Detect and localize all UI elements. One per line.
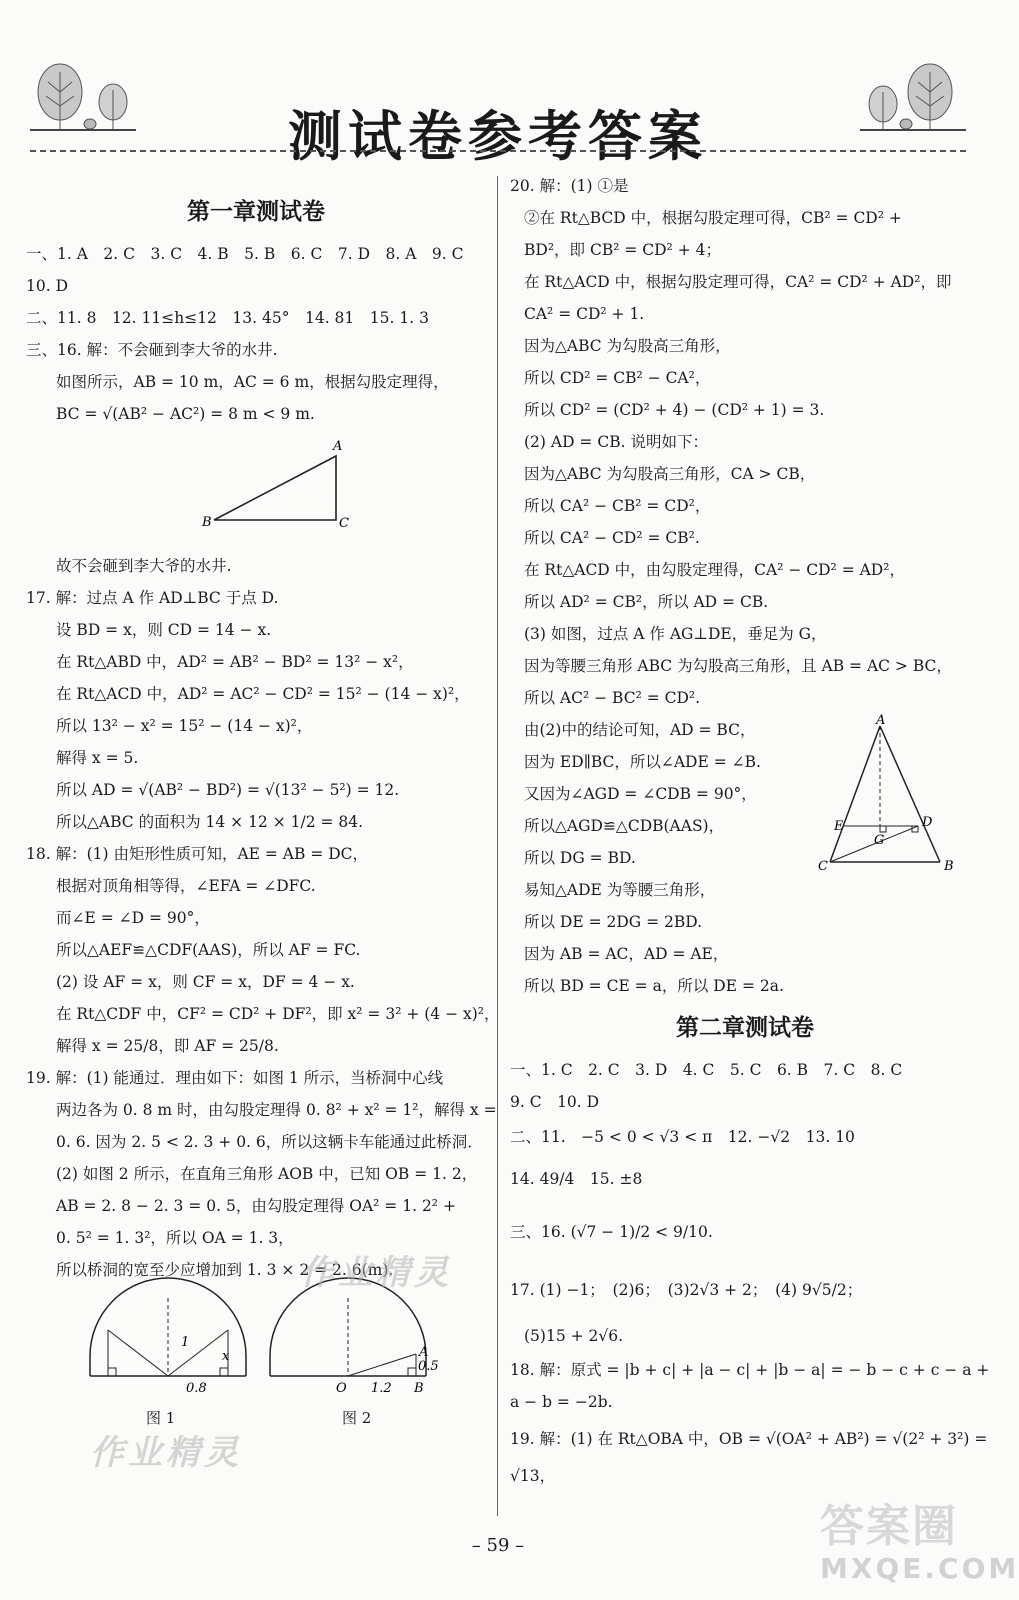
page-number: – 59 – xyxy=(471,1535,525,1556)
watermark-logo: 答案圈 xyxy=(820,1501,958,1552)
answer-line: BC = √(AB² − AC²) = 8 m < 9 m. xyxy=(56,405,315,423)
answer-line: 所以 CA² − CD² = CB². xyxy=(524,529,700,547)
answer-line: 一、1. C 2. C 3. D 4. C 5. C 6. B 7. C 8. C xyxy=(510,1061,903,1079)
answer-line: 由(2)中的结论可知，AD = BC， xyxy=(524,721,756,739)
answer-line: 所以 AD = √(AB² − BD²) = √(13² − 5²) = 12. xyxy=(56,781,400,799)
label-1-2: 1.2 xyxy=(371,1381,392,1396)
answer-line: 19. 解：(1) 能通过．理由如下：如图 1 所示，当桥洞中心线 xyxy=(26,1069,444,1087)
label-d: D xyxy=(922,815,933,830)
answer-line: 解得 x = 5. xyxy=(56,749,139,767)
answer-line: 故不会砸到李大爷的水井. xyxy=(56,557,232,575)
answer-line: 易知△ADE 为等腰三角形， xyxy=(524,881,716,899)
answer-line: (2) 设 AF = x，则 CF = x，DF = 4 − x. xyxy=(56,973,355,991)
answer-line: 所以 CA² − CB² = CD²， xyxy=(524,497,711,515)
answer-line: 所以 CD² = CB² − CA²， xyxy=(524,369,711,387)
answer-line: 解得 x = 25/8，即 AF = 25/8. xyxy=(56,1037,279,1055)
answer-line: 在 Rt△ABD 中，AD² = AB² − BD² = 13² − x²， xyxy=(56,653,414,671)
answer-line: 20. 解：(1) ①是 xyxy=(510,177,629,195)
answer-line: 因为△ABC 为勾股高三角形，CA > CB， xyxy=(524,465,816,483)
figure-right-triangle xyxy=(26,430,486,550)
isosceles-section xyxy=(510,714,980,1002)
answer-line: 如图所示，AB = 10 m，AC = 6 m，根据勾股定理得， xyxy=(56,373,449,391)
label-b3: B xyxy=(944,859,954,874)
answer-line: 三、16. (√7 − 1)/2 < 9/10. xyxy=(510,1223,713,1241)
answer-line: 因为 AB = AC，AD = AE， xyxy=(524,945,729,963)
label-a2: A xyxy=(419,1345,429,1360)
label-b: B xyxy=(202,515,212,530)
label-b2: B xyxy=(414,1381,424,1396)
answer-line: 18. 解：原式 = |b + c| + |a − c| + |b − a| = − b − c + c − a + xyxy=(510,1361,990,1379)
label-0-5: 0.5 xyxy=(418,1359,439,1374)
answer-line: (2) 如图 2 所示，在直角三角形 AOB 中，已知 OB = 1. 2， xyxy=(56,1165,478,1183)
answer-line: 两边各为 0. 8 m 时，由勾股定理得 0. 8² + x² = 1²，解得 x = xyxy=(56,1101,497,1119)
answer-line: 一、1. A 2. C 3. C 4. B 5. B 6. C 7. D 8. A 9. C xyxy=(26,245,464,263)
answer-line: (5)15 + 2√6. xyxy=(524,1327,624,1345)
answer-line: 所以 DG = BD. xyxy=(524,849,636,867)
label-a3: A xyxy=(876,713,886,728)
label-c3: C xyxy=(818,859,828,874)
answer-line: (2) AD = CB. 说明如下： xyxy=(524,433,708,451)
tree-decoration-right xyxy=(858,62,968,137)
header-divider xyxy=(30,150,966,152)
answer-line: 所以△AGD≌△CDB(AAS)， xyxy=(524,817,725,835)
label-g: G xyxy=(874,833,885,848)
answer-line: 因为 ED∥BC，所以∠ADE = ∠B. xyxy=(524,753,761,771)
answer-line: (3) 如图，过点 A 作 AG⊥DE，垂足为 G， xyxy=(524,625,827,643)
label-a: A xyxy=(333,439,343,454)
answer-line: 因为△ABC 为勾股高三角形， xyxy=(524,337,731,355)
answer-line: 0. 5² = 1. 3²，所以 OA = 1. 3， xyxy=(56,1229,294,1247)
label-one: 1 xyxy=(181,1335,190,1350)
label-x: x xyxy=(222,1349,230,1364)
answer-line: BD²，即 CB² = CD² + 4； xyxy=(524,241,721,259)
answer-line: 所以△ABC 的面积为 14 × 12 × 1/2 = 84. xyxy=(56,813,364,831)
answer-line: 在 Rt△ACD 中，由勾股定理得，CA² − CD² = AD²， xyxy=(524,561,905,579)
answer-line: 二、11. 8 12. 11≤h≤12 13. 45° 14. 81 15. 1. 3 xyxy=(26,309,429,327)
caption-figure1: 图 1 xyxy=(146,1409,176,1427)
answer-line: 在 Rt△ACD 中，AD² = AC² − CD² = 15² − (14 − x)²， xyxy=(56,685,470,703)
answer-line: 所以 BD = CE = a，所以 DE = 2a. xyxy=(524,977,784,995)
answer-line: 设 BD = x，则 CD = 14 − x. xyxy=(56,621,272,639)
answer-line: 17. (1) −1； (2)6； (3)2√3 + 2； (4) 9√5/2； xyxy=(510,1281,863,1299)
column-divider xyxy=(497,176,498,1516)
answer-line: 14. 49/4 15. ±8 xyxy=(510,1170,643,1188)
watermark-homework-2: 作业精灵 xyxy=(90,1433,242,1473)
answer-line: 所以 DE = 2DG = 2BD. xyxy=(524,913,703,931)
answer-line: 而∠E = ∠D = 90°， xyxy=(56,909,210,927)
answer-line: 二、11. −5 < 0 < √3 < π 12. −√2 13. 10 xyxy=(510,1128,855,1146)
answer-line: 18. 解：(1) 由矩形性质可知，AE = AB = DC， xyxy=(26,845,369,863)
answer-line: a − b = −2b. xyxy=(510,1393,613,1411)
page-title: 测试卷参考答案 xyxy=(288,105,708,169)
watermark-homework-1: 作业精灵 xyxy=(300,1253,452,1293)
answer-line: 根据对顶角相等得，∠EFA = ∠DFC. xyxy=(56,877,316,895)
answer-line: 0. 6. 因为 2. 5 < 2. 3 + 0. 6，所以这辆卡车能通过此桥洞． xyxy=(56,1133,483,1151)
chapter1-heading: 第一章测试卷 xyxy=(187,199,325,225)
answer-line: √13， xyxy=(510,1467,556,1485)
label-c: C xyxy=(339,516,349,531)
answer-line: 所以桥洞的宽至少应增加到 1. 3 × 2 = 2. 6(m). xyxy=(56,1261,394,1279)
label-0-8: 0.8 xyxy=(186,1381,207,1396)
answer-line: 9. C 10. D xyxy=(510,1093,600,1111)
answer-line: CA² = CD² + 1. xyxy=(524,305,645,323)
figure-isosceles-triangle xyxy=(800,714,970,874)
figure-bridge-arches xyxy=(26,1286,486,1436)
answer-line: AB = 2. 8 − 2. 3 = 0. 5，由勾股定理得 OA² = 1. 2² + xyxy=(56,1197,456,1215)
answer-line: 所以△AEF≌△CDF(AAS)，所以 AF = FC. xyxy=(56,941,361,959)
answer-line: 所以 AC² − BC² = CD². xyxy=(524,689,701,707)
right-column xyxy=(510,170,990,1492)
answer-line: 所以 13² − x² = 15² − (14 − x)²， xyxy=(56,717,313,735)
chapter2-heading: 第二章测试卷 xyxy=(676,1015,814,1041)
label-e: E xyxy=(834,819,844,834)
answer-line: ②在 Rt△BCD 中，根据勾股定理可得，CB² = CD² + xyxy=(524,209,902,227)
answer-line: 所以 CD² = (CD² + 4) − (CD² + 1) = 3. xyxy=(524,401,825,419)
answer-line: 10. D xyxy=(26,277,69,295)
watermark-site: MXQE.COM xyxy=(820,1552,1019,1585)
answer-line: 所以 AD² = CB²，所以 AD = CB. xyxy=(524,593,769,611)
answer-line: 因为等腰三角形 ABC 为勾股高三角形，且 AB = AC > BC， xyxy=(524,657,952,675)
answer-line: 在 Rt△CDF 中，CF² = CD² + DF²，即 x² = 3² + (4 − x)²， xyxy=(56,1005,500,1023)
answer-line: 三、16. 解：不会砸到李大爷的水井. xyxy=(26,341,278,359)
answer-line: 又因为∠AGD = ∠CDB = 90°， xyxy=(524,785,757,803)
answer-line: 在 Rt△ACD 中，根据勾股定理可得，CA² = CD² + AD²，即 xyxy=(524,273,952,291)
label-o: O xyxy=(336,1381,347,1396)
caption-figure2: 图 2 xyxy=(342,1409,372,1427)
answer-line: 19. 解：(1) 在 Rt△OBA 中，OB = √(OA² + AB²) = √(2² + 3²) = xyxy=(510,1430,988,1448)
answer-line: 17. 解：过点 A 作 AD⊥BC 于点 D. xyxy=(26,589,279,607)
